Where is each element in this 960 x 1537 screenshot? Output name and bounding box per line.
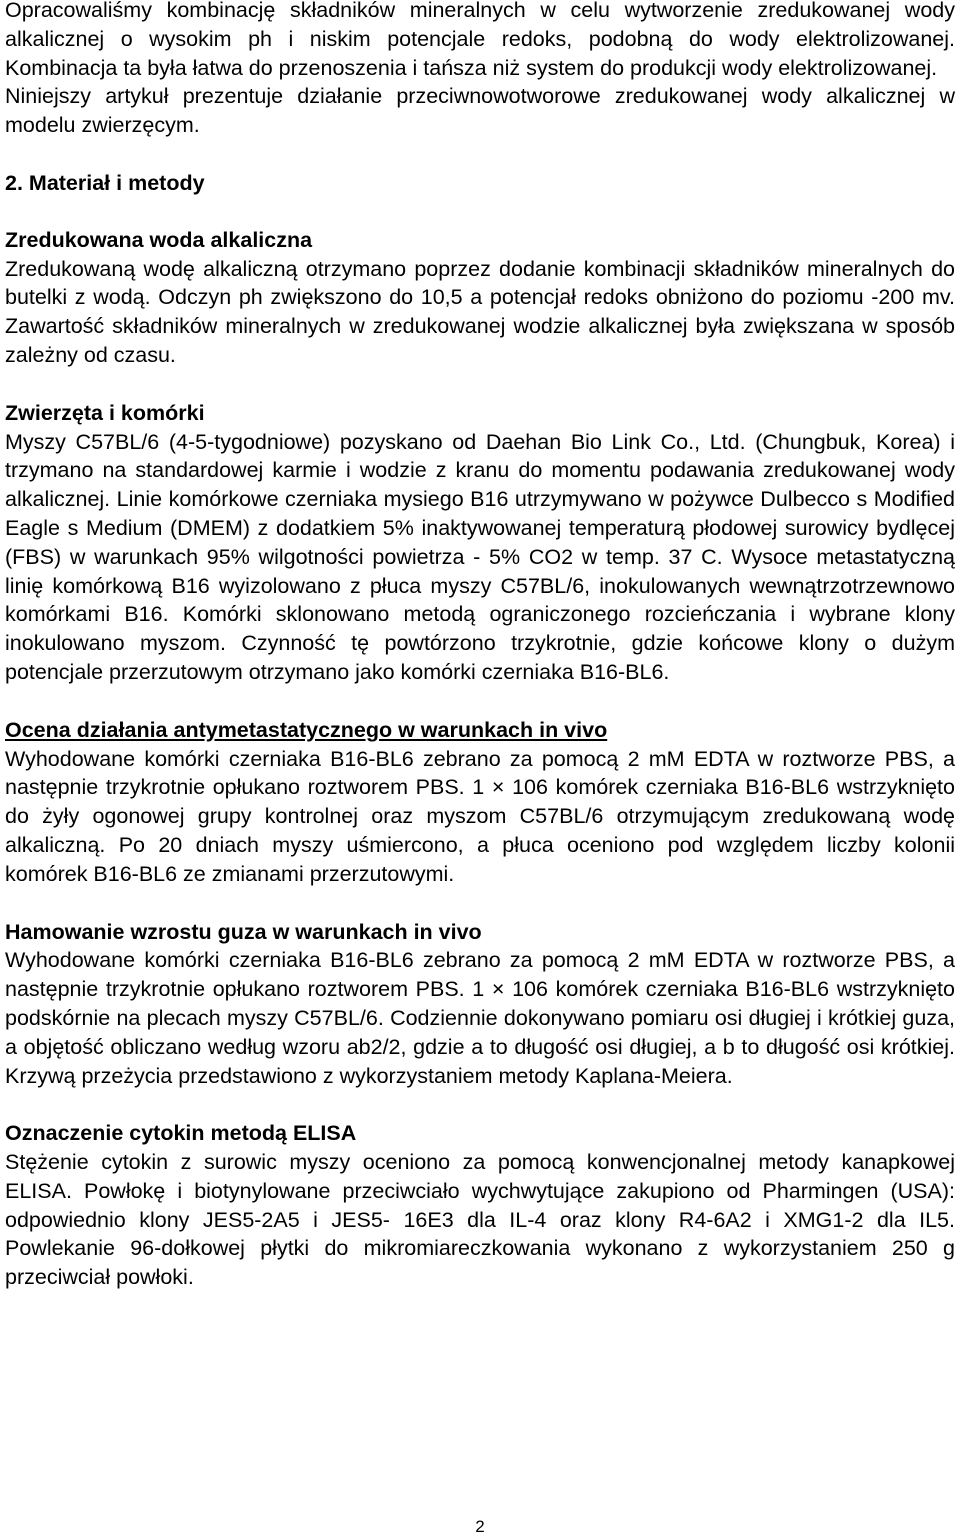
page-number: 2: [475, 1517, 485, 1536]
intro-paragraph-2: Niniejszy artykuł prezentuje działanie przeciwnowotworowe zredukowanej wody alkalicznej w modelu zwierzęcym.: [5, 84, 955, 138]
document-page: [5, 0, 955, 1292]
subsection-title-tumor-growth: Hamowanie wzrostu guza w warunkach in vivo: [5, 919, 482, 944]
subsection-title-antimetastatic: Ocena działania antymetastatycznego w warunkach in vivo: [5, 717, 608, 742]
subsection-text-antimetastatic: Wyhodowane komórki czerniaka B16-BL6 zebrano za pomocą 2 mM EDTA w roztworze PBS, a następnie trzykrotnie opłukano roztworem PBS. 1 × 106 komórek czerniaka B16-BL6 wstrzyknięto do żyły ogonowej grupy kontrolnej oraz myszom C57BL/6 otrzymującym zredukowaną wodę alkaliczną. Po 20 dniach myszy uśmiercono, a płuca oceniono pod względem liczby kolonii komórek B16-BL6 ze zmianami przerzutowymi.: [5, 746, 955, 886]
intro-paragraph-1: Opracowaliśmy kombinację składników mineralnych w celu wytworzenie zredukowanej wody alkalicznej o wysokim ph i niskim potencjale redoks, podobną do wody elektrolizowanej. Kombinacja ta była łatwa do przenoszenia i tańsza niż system do produkcji wody elektrolizowanej.: [5, 0, 955, 80]
section-heading: 2. Materiał i metody: [5, 170, 205, 195]
subsection-text-elisa: Stężenie cytokin z surowic myszy oceniono za pomocą konwencjonalnej metody kanapkowej ELISA. Powłokę i biotynylowane przeciwciało wychwytujące zakupiono od Pharmingen (USA): odpowiednio klony JES5-2A5 i JES5- 16E3 dla IL-4 oraz klony R4-6A2 i XMG1-2 dla IL5. Powlekanie 96-dołkowej płytki do mikromiareczkowania wykonano z wykorzystaniem 250 g przeciwciał powłoki.: [5, 1150, 955, 1290]
subsection-text-tumor-growth: Wyhodowane komórki czerniaka B16-BL6 zebrano za pomocą 2 mM EDTA w roztworze PBS, a następnie trzykrotnie opłukano roztworem PBS. 1 × 106 komórek czerniaka B16-BL6 wstrzyknięto podskórnie na plecach myszy C57BL/6. Codziennie dokonywano pomiaru osi długiej i krótkiej guza, a objętość obliczano według wzoru ab2/2, gdzie a to długość osi długiej, a b to długość osi krótkiej. Krzywą przeżycia przedstawiono z wykorzystaniem metody Kaplana-Meiera.: [5, 948, 955, 1088]
subsection-text-animals-cells: Myszy C57BL/6 (4-5-tygodniowe) pozyskano od Daehan Bio Link Co., Ltd. (Chungbuk, Korea) i trzymano na standardowej karmie i wodzie z kranu do momentu podawania zredukowanej wody alkalicznej. Linie komórkowe czerniaka mysiego B16 utrzymywano w pożywce Dulbecco s Modified Eagle s Medium (DMEM) z dodatkiem 5% inaktywowanej temperaturą płodowej surowicy bydlęcej (FBS) w warunkach 95% wilgotności powietrza - 5% CO2 w temp. 37 C. Wysoce metastatyczną linię komórkową B16 wyizolowano z płuca myszy C57BL/6, inokulowanych wewnątrzotrzewnowo komórkami B16. Komórki sklonowano metodą ograniczonego rozcieńczania i wybrane klony inokulowano myszom. Czynność tę powtórzono trzykrotnie, gdzie końcowe klony o dużym potencjale przerzutowym otrzymano jako komórki czerniaka B16-BL6.: [5, 429, 955, 684]
subsection-title-animals-cells: Zwierzęta i komórki: [5, 400, 205, 425]
subsection-title-reduced-water: Zredukowana woda alkaliczna: [5, 227, 313, 252]
subsection-title-elisa: Oznaczenie cytokin metodą ELISA: [5, 1121, 357, 1146]
subsection-text-reduced-water: Zredukowaną wodę alkaliczną otrzymano poprzez dodanie kombinacji składników mineralnych do butelki z wodą. Odczyn ph zwiększono do 10,5 a potencjał redoks obniżono do poziomu -200 mv. Zawartość składników mineralnych w zredukowanej wodzie alkalicznej była zwiększana w sposób zależny od czasu.: [5, 256, 955, 367]
